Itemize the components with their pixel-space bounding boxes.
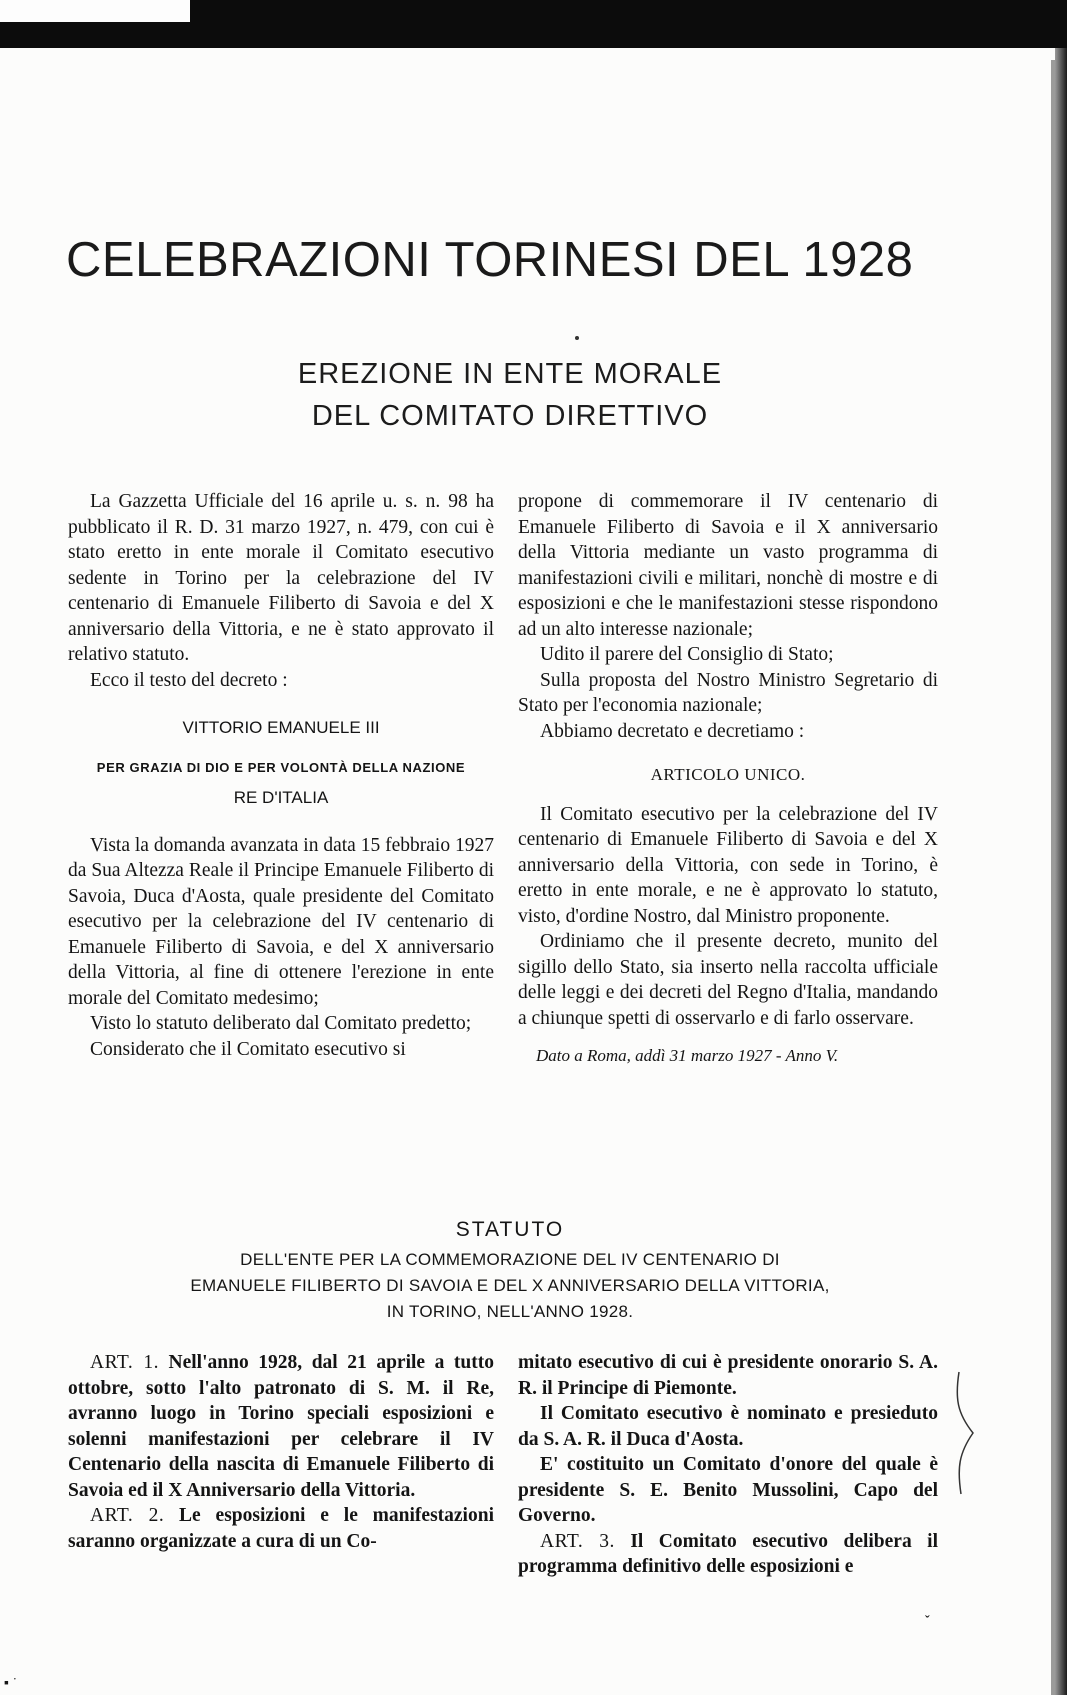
page-title: CELEBRAZIONI TORINESI DEL 1928 [66, 233, 914, 287]
article-2-paragraph-3: E' costituito un Comitato d'onore del quale è presidente S. E. Benito Mussolini, Capo del Governo. [518, 1454, 938, 1526]
statuto-left-column [68, 1350, 494, 1554]
scan-border-right [1055, 48, 1067, 1695]
decree-order: Ordiniamo che il presente decreto, munito del sigillo dello Stato, sia inserto nella raccolta ufficiale delle leggi e dei decreti del Regno d'Italia, mandando a chiunque spetti di osservarlo e di farlo osservare. [518, 931, 938, 1029]
intro-paragraph: La Gazzetta Ufficiale del 16 aprile u. s. n. 98 ha pubblicato il R. D. 31 marzo 1927, n. 479, con cui è stato eretto in ente morale il Comitato esecutivo sedente in Torino per la celebrazione del IV centenario di Emanuele Filiberto di Savoia e del X anniversario della Vittoria, e ne è stato approvato il relativo statuto. [68, 491, 494, 665]
article-1-text: Nell'anno 1928, dal 21 aprile a tutto ottobre, sotto l'alto patronato di S. M. il Re, avranno luogo in Torino speciali esposizioni e solenni manifestazioni per celebrare il IV Centenario della nascita di Emanuele Filiberto di Savoia ed il X Anniversario della Vittoria. [68, 1352, 495, 1501]
margin-bracket-mark [953, 1368, 983, 1498]
statuto-subtitle-3: IN TORINO, NELL'ANNO 1928. [386, 1302, 634, 1321]
scan-border-right-shadow [1051, 60, 1055, 1695]
decree-recital-1: Vista la domanda avanzata in data 15 febbraio 1927 da Sua Altezza Reale il Principe Emanuele Filiberto di Savoia, Duca d'Aosta, quale presidente del Comitato esecutivo per la celebrazione del IV centenario di Emanuele Filiberto di Savoia, e del X anniversario della Vittoria, al fine di ottenere l'erezione in ente morale del Comitato medesimo; [68, 834, 494, 1009]
article-2-text: Le esposizioni e le manifestazioni saranno organizzate a cura di un Co- [68, 1505, 494, 1552]
decree-formula: Abbiamo decretato e decretiamo : [540, 720, 805, 742]
statuto-title: STATUTO [455, 1218, 565, 1241]
article-2-label: ART. 2. [90, 1505, 165, 1526]
statuto-right-column [518, 1350, 938, 1580]
decree-recital-4: Udito il parere del Consiglio di Stato; [540, 644, 834, 665]
decree-recital-3: Considerato che il Comitato esecutivo si [90, 1038, 406, 1060]
king-name: VITTORIO EMANUELE III [182, 718, 380, 737]
scan-speck-left: ▪ ˙ [4, 1676, 18, 1691]
scan-border-notch [0, 0, 190, 22]
article-heading: ARTICOLO UNICO. [650, 765, 806, 784]
article-1-label: ART. 1. [90, 1352, 159, 1373]
article-text: Il Comitato esecutivo per la celebrazione del IV centenario di Emanuele Filiberto di Savoia e del X anniversario della Vittoria, con sede in Torino, è eretto in ente morale, e ne è approvato lo statuto, visto, d'ordine Nostro, dal Ministro proponente. [518, 803, 938, 927]
decree-signature: Dato a Roma, addì 31 marzo 1927 - Anno V. [536, 1046, 839, 1065]
article-1 [68, 1350, 494, 1503]
statuto-subtitle-1: DELL'ENTE PER LA COMMEMORAZIONE DEL IV CENTENARIO DI [240, 1250, 780, 1269]
article-2-continued: mitato esecutivo di cui è presidente onorario S. A. R. il Principe di Piemonte. [518, 1352, 938, 1399]
article-3 [518, 1529, 938, 1580]
decree-recital-continued: propone di commemorare il IV centenario di Emanuele Filiberto di Savoia e il X anniversario della Vittoria mediante un vasto programma di manifestazioni civili e militari, nonchè di mostre e di esposizioni e che le manifestazioni stesse rispondono ad un alto interesse nazionale; [518, 491, 938, 640]
right-column [518, 489, 938, 1069]
decree-intro: Ecco il testo del decreto : [90, 669, 288, 691]
section-title-line-2: DEL COMITATO DIRETTIVO [311, 400, 709, 432]
article-3-text: Il Comitato esecutivo delibera il programma definitivo delle esposizioni e [518, 1530, 939, 1577]
scan-speck-right: ˇ [925, 1614, 930, 1629]
king-title: RE D'ITALIA [233, 788, 329, 807]
decree-recital-5: Sulla proposta del Nostro Ministro Segretario di Stato per l'economia nazionale; [518, 669, 938, 716]
statuto-subtitle-2: EMANUELE FILIBERTO DI SAVOIA E DEL X ANNIVERSARIO DELLA VITTORIA, [190, 1276, 830, 1295]
section-title-line-1: EREZIONE IN ENTE MORALE [297, 358, 723, 390]
decree-recital-2: Visto lo statuto deliberato dal Comitato predetto; [90, 1013, 472, 1034]
article-2-paragraph-2: Il Comitato esecutivo è nominato e presieduto da S. A. R. il Duca d'Aosta. [518, 1403, 938, 1450]
left-column [68, 489, 494, 1062]
king-grace: PER GRAZIA DI DIO E PER VOLONTÀ DELLA NAZIONE [96, 759, 466, 775]
decorative-dot [575, 336, 579, 340]
article-3-label: ART. 3. [540, 1530, 615, 1552]
article-2 [68, 1503, 494, 1554]
